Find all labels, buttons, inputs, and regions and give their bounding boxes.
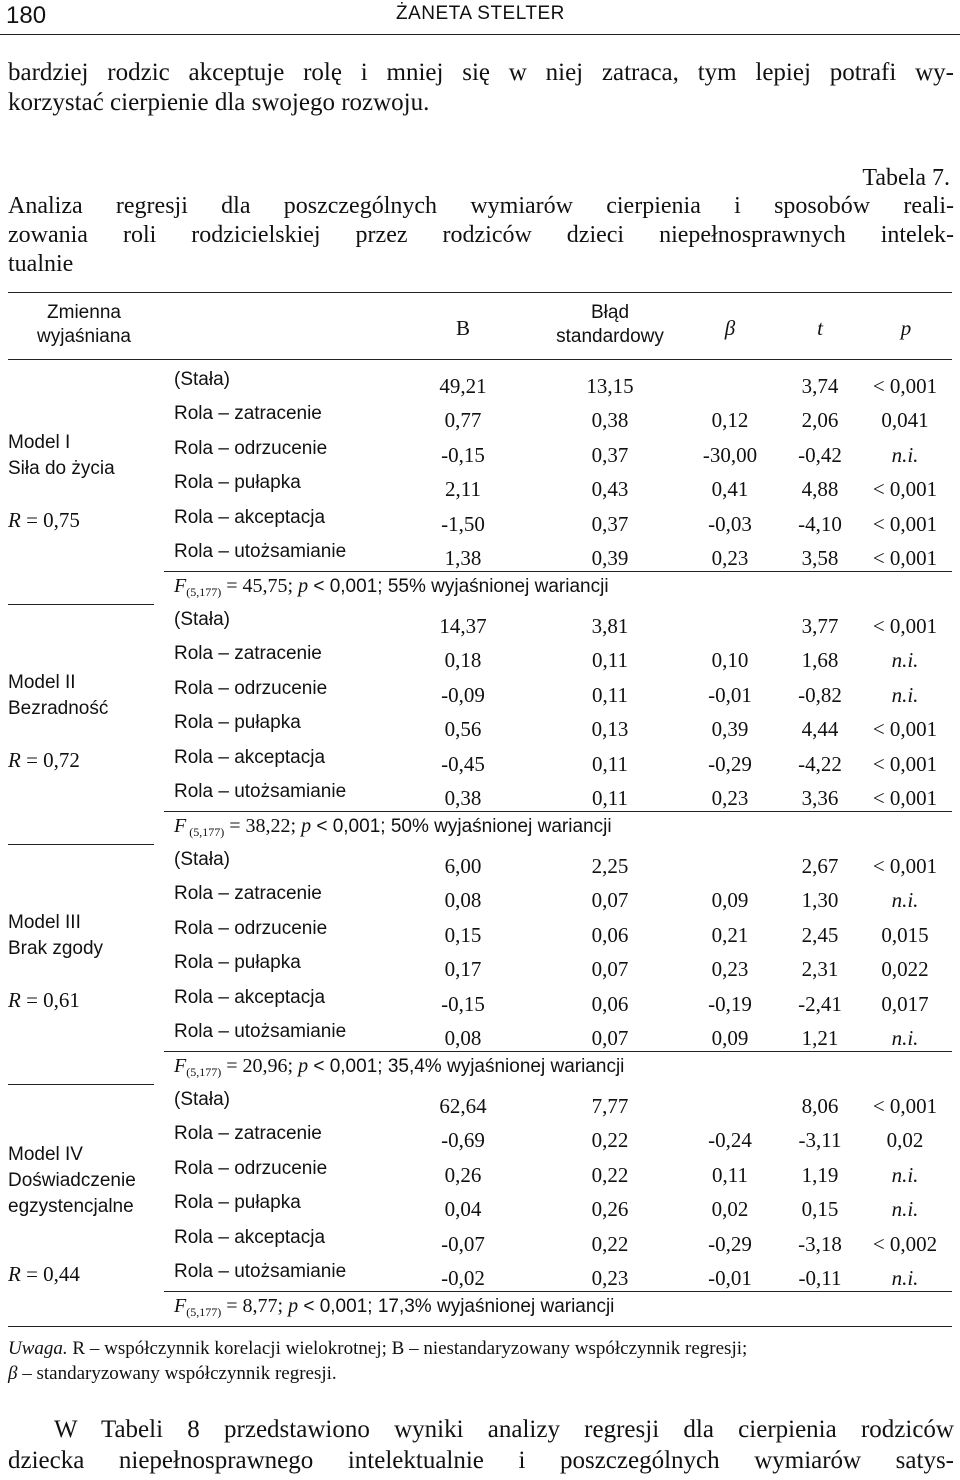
predictor-label: Rola – pułapka [174,712,301,734]
cell-b: 62,64 [439,1094,487,1118]
cell-p: 0,02 [886,1128,924,1153]
model-summary [174,1054,624,1084]
cell-std-error: 0,22 [591,1128,629,1153]
cell-b: -0,09 [441,682,485,707]
predictor-label: Rola – zatracenie [174,403,322,425]
cell-t: 8,06 [801,1094,839,1118]
cell-std-error: 0,26 [591,1197,629,1222]
cell-t: -4,22 [798,751,842,776]
predictor-label: Rola – akceptacja [174,506,326,528]
f-symbol: F [174,575,187,597]
cell-std-error: 0,07 [591,957,629,982]
cell-t: 1,19 [801,1162,839,1187]
predictor-label: Rola – utożsamianie [174,541,347,562]
r-number: = 0,72 [26,748,80,772]
model-label [8,1142,136,1220]
r-number: = 0,61 [26,988,80,1012]
model-name: Model I [8,432,71,453]
cell-b: 49,21 [439,374,487,398]
model-label [8,670,108,722]
model-divider [8,844,154,845]
cell-beta: -0,19 [708,991,752,1016]
cell-p: n.i. [891,1197,919,1222]
predictor-label: Rola – odrzucenie [174,677,328,699]
r-number: = 0,75 [26,508,80,532]
cell-p: < 0,001 [872,511,938,536]
model-divider [8,1084,154,1085]
table-note [8,1336,954,1386]
model-dependent-variable: egzystencjalne [8,1196,134,1217]
degrees-of-freedom: (5,177) [186,1065,222,1079]
outro-line: dziecka niepełnosprawnego intelektualnie i poszczególnych wymiarów satys- [8,1447,954,1474]
cell-p: < 0,001 [872,477,938,502]
cell-p: < 0,001 [872,374,938,398]
cell-beta: -0,01 [708,1266,752,1290]
cell-t: 2,45 [801,922,839,947]
cell-beta: 0,23 [711,546,749,570]
cell-p: < 0,002 [872,1231,938,1256]
cell-std-error: 0,11 [592,751,628,776]
cell-b: 0,08 [444,1026,482,1050]
cell-p: < 0,001 [872,546,938,570]
cell-b: 14,37 [439,614,487,638]
cell-t: 2,67 [801,854,839,878]
model-dependent-variable: Brak zgody [8,938,104,959]
degrees-of-freedom: (5,177) [186,585,222,599]
predictor-label: Rola – pułapka [174,472,301,494]
predictor-label: Rola – odrzucenie [174,437,328,459]
cell-beta: -0,24 [708,1128,752,1153]
cell-t: 3,36 [801,786,839,810]
cell-std-error: 0,11 [592,682,628,707]
predictor-label: Rola – pułapka [174,1192,301,1214]
model-dependent-variable: Doświadczenie [8,1170,136,1191]
cell-t: -4,10 [798,511,842,536]
r-symbol: R [8,988,21,1012]
f-value: = 20,96; [221,1055,299,1077]
model-r-value [8,748,80,772]
cell-b: -0,07 [441,1231,485,1256]
cell-b: 0,15 [444,922,482,947]
table-top-rule [8,292,952,293]
cell-beta: 0,02 [711,1197,749,1222]
col-header-b: B [455,316,470,340]
cell-p: n.i. [891,1162,919,1187]
cell-std-error: 0,11 [592,786,628,810]
intro-line: bardziej rodzic akceptuje rolę i mniej się w niej zatraca, tym lepiej potrafi wy- [8,59,954,86]
predictor-label: (Stała) [174,1089,230,1110]
cell-t: 2,06 [801,408,839,433]
predictor-label: Rola – utożsamianie [174,781,347,802]
p-symbol: p [298,575,309,597]
model-summary [174,1294,614,1324]
col-header-std-error: Błąd standardowy [556,302,664,347]
cell-p: n.i. [891,442,919,467]
p-symbol: p [288,1295,299,1317]
predictor-label: Rola – utożsamianie [174,1021,347,1042]
model-name: Model III [8,912,81,933]
p-symbol: p [298,1055,309,1077]
degrees-of-freedom: (5,177) [186,825,225,839]
cell-std-error: 0,13 [591,717,629,742]
cell-std-error: 0,37 [591,511,629,536]
model-summary [174,814,612,844]
note-text: – współczynnik korelacji wielokrotnej; B – niestandaryzowany współczynnik regresji; [85,1338,748,1359]
cell-t: 1,68 [801,648,839,673]
cell-b: -0,02 [441,1266,485,1290]
model-dependent-variable: Siła do życia [8,458,115,479]
col-header-t: t [817,316,823,340]
cell-b: 6,00 [444,854,482,878]
f-symbol: F [174,1295,187,1317]
cell-p: 0,015 [881,922,929,947]
cell-b: 0,08 [444,888,482,913]
cell-p: n.i. [891,888,919,913]
r-symbol: R [8,1262,21,1286]
cell-p: 0,017 [881,991,929,1016]
cell-std-error: 0,22 [591,1162,629,1187]
model-name: Model IV [8,1144,83,1165]
cell-t: 1,30 [801,888,839,913]
cell-p: n.i. [891,1026,919,1050]
cell-b: -0,15 [441,442,485,467]
cell-std-error: 0,39 [591,546,629,570]
cell-p: 0,022 [881,957,929,982]
cell-t: -3,11 [798,1128,842,1153]
cell-beta: 0,21 [711,922,749,947]
cell-b: 0,18 [444,648,482,673]
cell-p: < 0,001 [872,717,938,742]
header-bottom-rule [8,359,952,360]
model-summary-rule [164,811,952,812]
cell-p: 0,041 [881,408,929,433]
cell-p: n.i. [891,682,919,707]
cell-t: -0,42 [798,442,842,467]
model-summary-rule [164,1291,952,1292]
predictor-label: Rola – odrzucenie [174,1157,328,1179]
cell-beta: 0,23 [711,957,749,982]
intro-paragraph [8,58,954,118]
cell-beta: -30,00 [702,442,758,467]
predictor-label: Rola – pułapka [174,952,301,974]
cell-std-error: 0,11 [592,648,628,673]
cell-t: 3,58 [801,546,839,570]
cell-std-error: 0,07 [591,888,629,913]
model-name: Model II [8,672,76,693]
predictor-label: Rola – akceptacja [174,986,326,1008]
cell-beta: -0,03 [708,511,752,536]
cell-b: 1,38 [444,546,482,570]
cell-t: 0,15 [801,1197,839,1222]
predictor-label: Rola – odrzucenie [174,917,328,939]
cell-p: < 0,001 [872,1094,938,1118]
cell-std-error: 0,23 [591,1266,629,1290]
f-symbol: F [174,815,187,837]
caption-line: tualnie [8,251,74,277]
cell-std-error: 0,06 [591,922,629,947]
cell-std-error: 2,25 [591,854,629,878]
cell-p: n.i. [891,648,919,673]
caption-line: zowania roli rodzicielskiej przez rodziców dzieci niepełnosprawnych intelek- [8,222,954,248]
cell-p: < 0,001 [872,854,938,878]
cell-b: 0,38 [444,786,482,810]
cell-beta: -0,01 [708,682,752,707]
cell-std-error: 0,38 [591,408,629,433]
predictor-label: Rola – utożsamianie [174,1261,347,1282]
cell-std-error: 0,43 [591,477,629,502]
outro-paragraph [8,1414,954,1476]
model-label [8,910,103,962]
f-value: = 8,77; [221,1295,289,1317]
cell-beta: -0,29 [708,751,752,776]
cell-p: n.i. [891,1266,919,1290]
model-r-value [8,508,80,532]
cell-std-error: 0,37 [591,442,629,467]
cell-p: < 0,001 [872,751,938,776]
r-symbol: R [8,508,21,532]
summary-text: < 0,001; 17,3% wyjaśnionej wariancji [298,1296,615,1317]
cell-beta: 0,12 [711,408,749,433]
cell-std-error: 7,77 [591,1094,629,1118]
cell-beta: 0,41 [711,477,749,502]
model-summary-rule [164,1051,952,1052]
page-number: 180 [6,2,47,29]
predictor-label: (Stała) [174,849,230,870]
predictor-label: Rola – zatracenie [174,883,322,905]
cell-t: -3,18 [798,1231,842,1256]
cell-beta: 0,09 [711,888,749,913]
cell-t: -2,41 [798,991,842,1016]
outro-line: W Tabeli 8 przedstawiono wyniki analizy regresji dla cierpienia rodziców [54,1416,954,1443]
cell-t: 1,21 [801,1026,839,1050]
model-r-value [8,1262,80,1286]
predictor-label: (Stała) [174,609,230,630]
cell-p: < 0,001 [872,786,938,810]
col-header-variable: Zmienna wyjaśniana [37,302,131,347]
table-bottom-rule [8,1326,952,1327]
running-header-author: ŻANETA STELTER [396,3,565,24]
cell-t: 3,74 [801,374,839,398]
note-beta-symbol: β [8,1363,18,1384]
cell-t: -0,11 [798,1266,842,1290]
cell-std-error: 0,06 [591,991,629,1016]
running-header [0,0,960,35]
f-value: = 45,75; [221,575,299,597]
cell-std-error: 13,15 [586,374,634,398]
cell-b: 0,77 [444,408,482,433]
cell-b: 0,04 [444,1197,482,1222]
cell-beta: 0,39 [711,717,749,742]
r-number: = 0,44 [26,1262,80,1286]
cell-std-error: 3,81 [591,614,629,638]
cell-p: < 0,001 [872,614,938,638]
col-header-p: p [900,316,912,340]
predictor-label: (Stała) [174,369,230,390]
cell-beta: 0,10 [711,648,749,673]
cell-t: -0,82 [798,682,842,707]
predictor-label: Rola – zatracenie [174,643,322,665]
r-symbol: R [8,748,21,772]
cell-b: -0,45 [441,751,485,776]
cell-b: -0,69 [441,1128,485,1153]
note-label: Uwaga. [8,1338,68,1359]
f-value: = 38,22; [224,815,302,837]
cell-b: 2,11 [445,477,481,502]
cell-t: 4,44 [801,717,839,742]
caption-line: Analiza regresji dla poszczególnych wymiarów cierpienia i sposobów reali- [8,193,954,219]
cell-b: 0,56 [444,717,482,742]
model-r-value [8,988,80,1012]
cell-t: 4,88 [801,477,839,502]
predictor-label: Rola – akceptacja [174,1226,326,1248]
model-label [8,430,115,482]
table-number: Tabela 7. [862,165,950,191]
model-summary-rule [164,571,952,572]
cell-b: -0,15 [441,991,485,1016]
cell-std-error: 0,07 [591,1026,629,1050]
summary-text: < 0,001; 35,4% wyjaśnionej wariancji [308,1056,625,1077]
model-summary [174,574,609,604]
intro-line: korzystać cierpienie dla swojego rozwoju. [8,89,430,116]
cell-b: -1,50 [441,511,485,536]
note-text: – standaryzowany współczynnik regresji. [17,1363,337,1384]
cell-t: 2,31 [801,957,839,982]
predictor-label: Rola – akceptacja [174,746,326,768]
f-symbol: F [174,1055,187,1077]
model-dependent-variable: Bezradność [8,698,109,719]
cell-beta: 0,09 [711,1026,749,1050]
cell-b: 0,26 [444,1162,482,1187]
summary-text: < 0,001; 55% wyjaśnionej wariancji [308,576,609,597]
cell-std-error: 0,22 [591,1231,629,1256]
cell-beta: 0,11 [712,1162,748,1187]
model-divider [8,604,154,605]
cell-t: 3,77 [801,614,839,638]
degrees-of-freedom: (5,177) [186,1305,222,1319]
cell-b: 0,17 [444,957,482,982]
cell-beta: 0,23 [711,786,749,810]
p-symbol: p [301,815,312,837]
col-header-beta: β [724,316,736,340]
predictor-label: Rola – zatracenie [174,1123,322,1145]
summary-text: < 0,001; 50% wyjaśnionej wariancji [311,816,612,837]
note-r-symbol: R [72,1338,86,1359]
table-caption [8,192,954,279]
cell-beta: -0,29 [708,1231,752,1256]
